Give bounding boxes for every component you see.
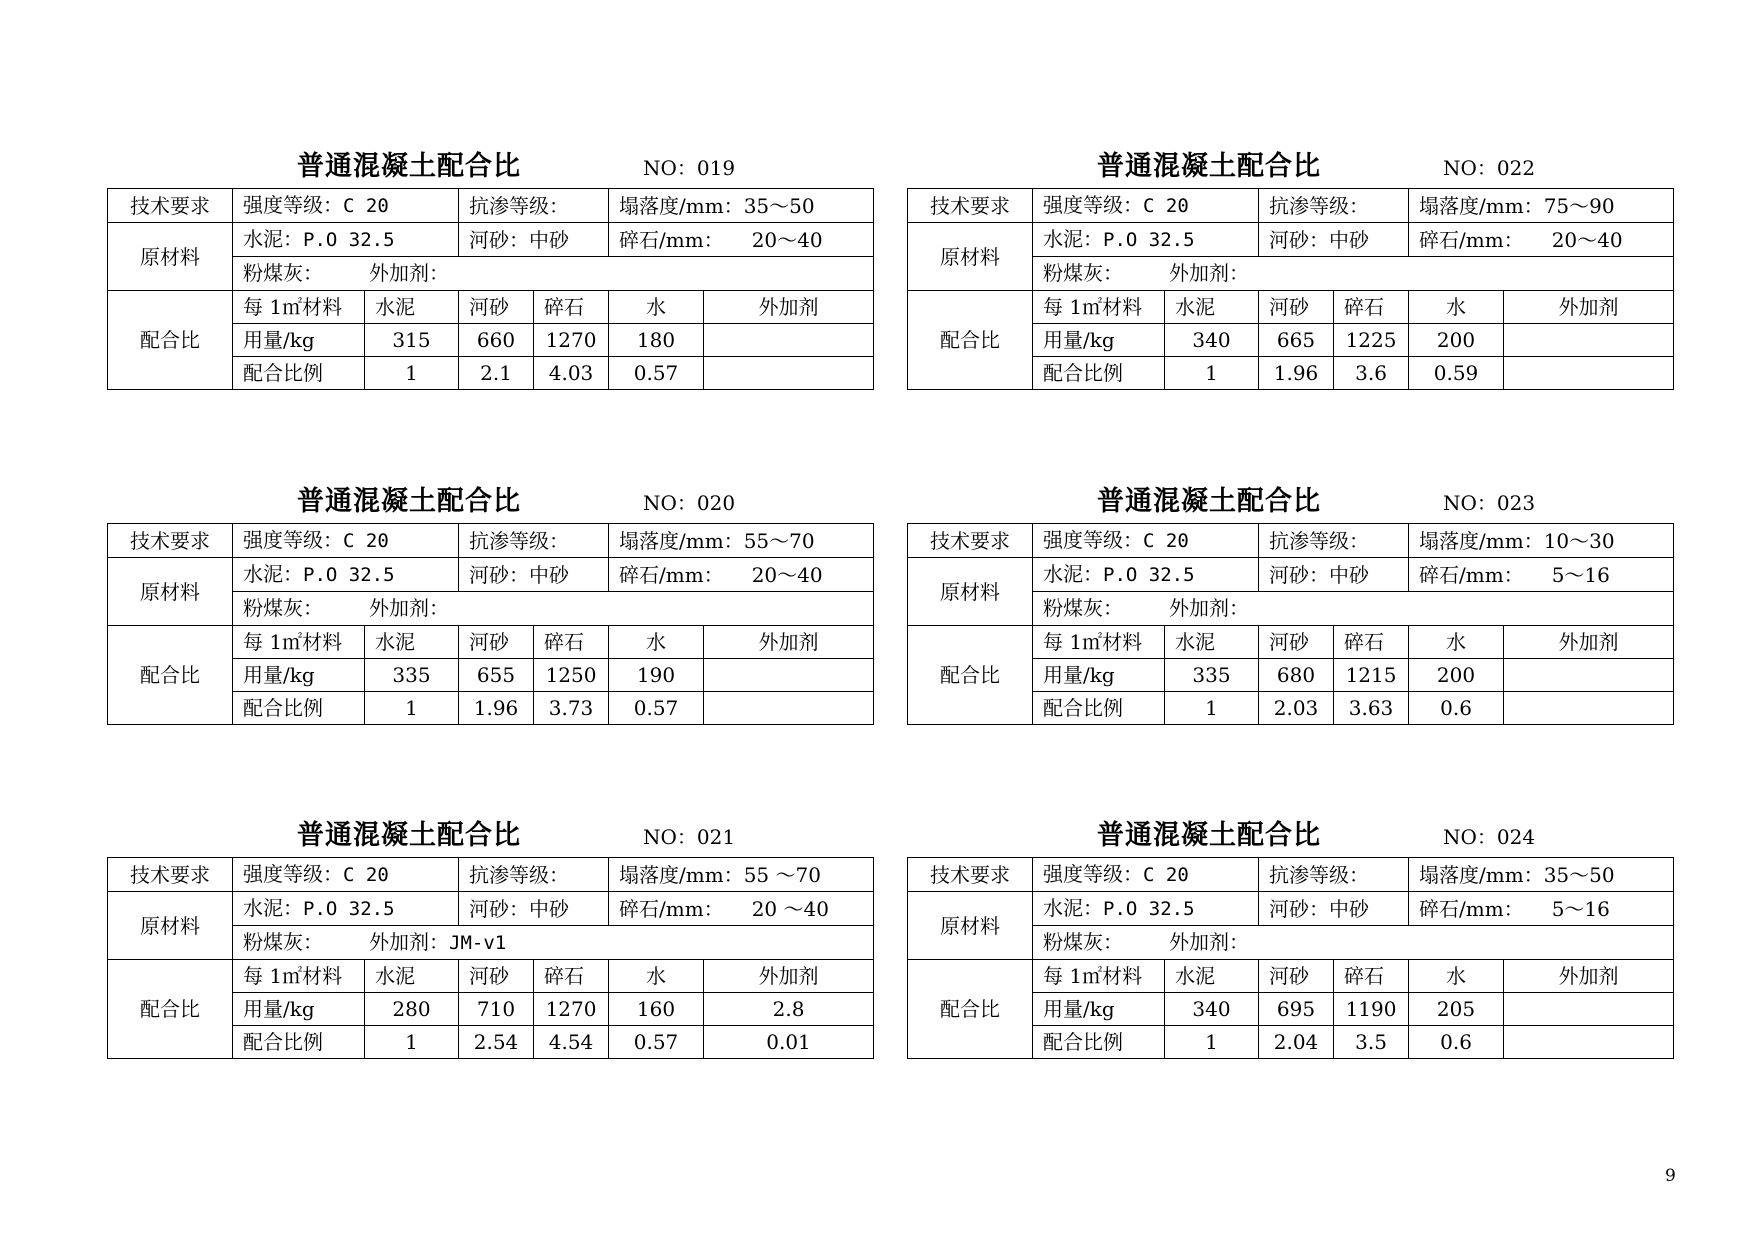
col-header-cement: 水泥 [1165, 291, 1259, 324]
amount-label: 用量/kg [233, 659, 365, 692]
ratio-water: 0.6 [1409, 1026, 1504, 1059]
ratio-label: 配合比例 [233, 357, 365, 390]
col-header-water: 水 [1409, 291, 1504, 324]
gravel-cell [609, 558, 874, 592]
slump-value: 35～50 [743, 193, 815, 218]
card-number: NO：020 [643, 491, 736, 515]
impermeability-label: 抗渗等级： [1269, 862, 1370, 887]
slump-label: 塌落度/mm： [619, 862, 744, 887]
col-header-admixture: 外加剂 [704, 960, 874, 993]
sand-cell [459, 892, 609, 926]
mix-table [907, 523, 1674, 725]
col-header-water: 水 [609, 960, 704, 993]
amount-water: 200 [1409, 324, 1504, 357]
ratio-admixture [704, 357, 874, 390]
card-header [907, 805, 1673, 857]
col-header-cement: 水泥 [1165, 960, 1259, 993]
amount-cement: 335 [1165, 659, 1259, 692]
ratio-cement: 1 [365, 357, 459, 390]
amount-gravel: 1190 [1334, 993, 1409, 1026]
mix-table [107, 857, 874, 1059]
sand-value: 中砂 [529, 562, 570, 587]
slump-cell [1409, 524, 1674, 558]
per-m3-label: 每 1㎡材料 [1033, 960, 1165, 993]
impermeability-cell [459, 189, 609, 223]
per-m3-label: 每 1㎡材料 [233, 291, 365, 324]
ratio-gravel: 3.6 [1334, 357, 1409, 390]
ratio-admixture [1504, 357, 1674, 390]
gravel-label: 碎石/mm： [619, 896, 724, 921]
amount-water: 205 [1409, 993, 1504, 1026]
strength-grade-cell [1033, 858, 1259, 892]
amount-admixture: 2.8 [704, 993, 874, 1026]
table-row [108, 960, 874, 993]
card-number: NO：022 [1443, 156, 1536, 180]
amount-label: 用量/kg [233, 993, 365, 1026]
strength-grade-value: C 20 [1143, 864, 1189, 886]
amount-gravel: 1225 [1334, 324, 1409, 357]
strength-grade-value: C 20 [1143, 530, 1189, 552]
col-header-gravel: 碎石 [534, 626, 609, 659]
ratio-admixture: 0.01 [704, 1026, 874, 1059]
cement-cell [1033, 223, 1259, 257]
gravel-value: 20～40 [1551, 227, 1623, 252]
table-row [108, 558, 874, 592]
strength-grade-value: C 20 [1143, 195, 1189, 217]
impermeability-label: 抗渗等级： [469, 193, 570, 218]
impermeability-cell [1259, 524, 1409, 558]
gravel-cell [1409, 558, 1674, 592]
cement-label: 水泥： [243, 562, 303, 586]
ratio-gravel: 4.54 [534, 1026, 609, 1059]
gravel-cell [1409, 223, 1674, 257]
mix-ratio-label: 配合比 [908, 626, 1033, 725]
mix-card [907, 136, 1673, 390]
page-number: 9 [1665, 1166, 1676, 1186]
col-header-cement: 水泥 [365, 960, 459, 993]
slump-label: 塌落度/mm： [619, 193, 744, 218]
cement-value: P.O 32.5 [1103, 564, 1195, 586]
flyash-admixture-cell [1033, 926, 1674, 960]
table-row [108, 189, 874, 223]
amount-sand: 660 [459, 324, 534, 357]
slump-value: 75～90 [1543, 193, 1615, 218]
ratio-admixture [1504, 692, 1674, 725]
mix-table [907, 188, 1674, 390]
cement-value: P.O 32.5 [303, 564, 395, 586]
ratio-sand: 2.54 [459, 1026, 534, 1059]
table-row [908, 892, 1674, 926]
cement-label: 水泥： [243, 227, 303, 251]
amount-sand: 665 [1259, 324, 1334, 357]
gravel-value: 20～40 [751, 562, 823, 587]
slump-label: 塌落度/mm： [1419, 193, 1544, 218]
slump-label: 塌落度/mm： [619, 528, 744, 553]
cement-cell [1033, 558, 1259, 592]
strength-grade-label: 强度等级： [1043, 862, 1143, 886]
slump-cell [609, 189, 874, 223]
col-header-water: 水 [609, 291, 704, 324]
mix-ratio-label: 配合比 [908, 291, 1033, 390]
sand-cell [459, 558, 609, 592]
sand-cell [1259, 223, 1409, 257]
strength-grade-cell [233, 524, 459, 558]
sand-value: 中砂 [1329, 227, 1370, 252]
ratio-admixture [704, 692, 874, 725]
cement-value: P.O 32.5 [1103, 898, 1195, 920]
ratio-label: 配合比例 [233, 1026, 365, 1059]
impermeability-cell [459, 858, 609, 892]
ratio-label: 配合比例 [1033, 357, 1165, 390]
ratio-label: 配合比例 [233, 692, 365, 725]
per-m3-label: 每 1㎡材料 [1033, 626, 1165, 659]
table-row [108, 892, 874, 926]
strength-grade-value: C 20 [343, 195, 389, 217]
ratio-water: 0.6 [1409, 692, 1504, 725]
mix-card [107, 136, 873, 390]
card-number: NO：019 [643, 156, 736, 180]
table-row [108, 291, 874, 324]
per-m3-label: 每 1㎡材料 [1033, 291, 1165, 324]
gravel-value: 5～16 [1551, 562, 1610, 587]
table-row [908, 858, 1674, 892]
col-header-admixture: 外加剂 [704, 626, 874, 659]
slump-value: 55 ～70 [743, 862, 821, 887]
card-title: 普通混凝土配合比 [1097, 151, 1321, 182]
col-header-cement: 水泥 [365, 626, 459, 659]
col-header-gravel: 碎石 [534, 960, 609, 993]
sand-value: 中砂 [529, 227, 570, 252]
col-header-sand: 河砂 [459, 626, 534, 659]
amount-water: 160 [609, 993, 704, 1026]
amount-water: 200 [1409, 659, 1504, 692]
raw-materials-label: 原材料 [908, 558, 1033, 626]
card-number: NO：024 [1443, 825, 1536, 849]
sand-cell [459, 223, 609, 257]
raw-materials-label: 原材料 [908, 892, 1033, 960]
ratio-sand: 1.96 [1259, 357, 1334, 390]
flyash-admixture-cell [233, 592, 874, 626]
slump-cell [1409, 189, 1674, 223]
slump-label: 塌落度/mm： [1419, 528, 1544, 553]
amount-cement: 315 [365, 324, 459, 357]
raw-materials-label: 原材料 [108, 892, 233, 960]
amount-water: 190 [609, 659, 704, 692]
flyash-label: 粉煤灰： [243, 596, 323, 620]
amount-sand: 695 [1259, 993, 1334, 1026]
strength-grade-label: 强度等级： [1043, 528, 1143, 552]
ratio-gravel: 3.5 [1334, 1026, 1409, 1059]
col-header-water: 水 [1409, 960, 1504, 993]
ratio-gravel: 4.03 [534, 357, 609, 390]
flyash-label: 粉煤灰： [1043, 261, 1123, 285]
col-header-sand: 河砂 [1259, 960, 1334, 993]
table-row [108, 524, 874, 558]
strength-grade-label: 强度等级： [243, 193, 343, 217]
mix-ratio-label: 配合比 [908, 960, 1033, 1059]
amount-admixture [1504, 659, 1674, 692]
table-row [908, 626, 1674, 659]
ratio-cement: 1 [1165, 1026, 1259, 1059]
slump-value: 10～30 [1543, 528, 1615, 553]
flyash-admixture-cell [1033, 592, 1674, 626]
ratio-water: 0.57 [609, 1026, 704, 1059]
cement-cell [233, 558, 459, 592]
card-title: 普通混凝土配合比 [297, 486, 521, 517]
sand-label: 河砂： [1269, 562, 1330, 587]
amount-cement: 340 [1165, 324, 1259, 357]
table-row [908, 558, 1674, 592]
card-header [107, 136, 873, 188]
sand-label: 河砂： [469, 896, 530, 921]
ratio-cement: 1 [1165, 357, 1259, 390]
flyash-admixture-cell [233, 926, 874, 960]
col-header-gravel: 碎石 [1334, 291, 1409, 324]
amount-water: 180 [609, 324, 704, 357]
tech-requirements-label: 技术要求 [108, 524, 233, 558]
impermeability-cell [1259, 189, 1409, 223]
col-header-water: 水 [609, 626, 704, 659]
slump-label: 塌落度/mm： [1419, 862, 1544, 887]
cement-cell [233, 892, 459, 926]
amount-label: 用量/kg [1033, 993, 1165, 1026]
sand-label: 河砂： [469, 562, 530, 587]
gravel-label: 碎石/mm： [619, 227, 724, 252]
card-title: 普通混凝土配合比 [1097, 820, 1321, 851]
ratio-label: 配合比例 [1033, 1026, 1165, 1059]
sand-label: 河砂： [469, 227, 530, 252]
card-title: 普通混凝土配合比 [297, 820, 521, 851]
flyash-admixture-cell [1033, 257, 1674, 291]
impermeability-label: 抗渗等级： [1269, 528, 1370, 553]
ratio-water: 0.57 [609, 357, 704, 390]
flyash-admixture-cell [233, 257, 874, 291]
admixture-label: 外加剂： [1169, 596, 1249, 620]
ratio-gravel: 3.63 [1334, 692, 1409, 725]
cement-label: 水泥： [243, 896, 303, 920]
sand-value: 中砂 [1329, 896, 1370, 921]
table-row [908, 960, 1674, 993]
col-header-cement: 水泥 [365, 291, 459, 324]
cement-cell [1033, 892, 1259, 926]
ratio-label: 配合比例 [1033, 692, 1165, 725]
amount-admixture [1504, 993, 1674, 1026]
cement-label: 水泥： [1043, 562, 1103, 586]
flyash-label: 粉煤灰： [1043, 930, 1123, 954]
admixture-label: 外加剂： [1169, 930, 1249, 954]
col-header-gravel: 碎石 [534, 291, 609, 324]
ratio-sand: 2.1 [459, 357, 534, 390]
mix-card [907, 805, 1673, 1059]
mix-card [107, 805, 873, 1059]
amount-label: 用量/kg [1033, 659, 1165, 692]
per-m3-label: 每 1㎡材料 [233, 626, 365, 659]
mix-card [907, 471, 1673, 725]
card-header [107, 471, 873, 523]
sand-cell [1259, 558, 1409, 592]
slump-value: 55～70 [743, 528, 815, 553]
card-header [907, 136, 1673, 188]
amount-admixture [1504, 324, 1674, 357]
sand-label: 河砂： [1269, 896, 1330, 921]
gravel-label: 碎石/mm： [1419, 896, 1524, 921]
strength-grade-value: C 20 [343, 864, 389, 886]
cement-value: P.O 32.5 [303, 898, 395, 920]
amount-admixture [704, 324, 874, 357]
ratio-sand: 2.04 [1259, 1026, 1334, 1059]
gravel-label: 碎石/mm： [1419, 227, 1524, 252]
tech-requirements-label: 技术要求 [908, 524, 1033, 558]
card-title: 普通混凝土配合比 [297, 151, 521, 182]
per-m3-label: 每 1㎡材料 [233, 960, 365, 993]
ratio-water: 0.59 [1409, 357, 1504, 390]
gravel-cell [609, 223, 874, 257]
gravel-value: 20 ～40 [751, 896, 829, 921]
gravel-value: 20～40 [751, 227, 823, 252]
sand-value: 中砂 [1329, 562, 1370, 587]
ratio-cement: 1 [365, 1026, 459, 1059]
cement-value: P.O 32.5 [1103, 229, 1195, 251]
table-row [108, 626, 874, 659]
col-header-sand: 河砂 [459, 960, 534, 993]
col-header-admixture: 外加剂 [1504, 291, 1674, 324]
impermeability-label: 抗渗等级： [469, 862, 570, 887]
ratio-water: 0.57 [609, 692, 704, 725]
card-title: 普通混凝土配合比 [1097, 486, 1321, 517]
flyash-label: 粉煤灰： [243, 930, 323, 954]
col-header-sand: 河砂 [459, 291, 534, 324]
amount-cement: 280 [365, 993, 459, 1026]
strength-grade-value: C 20 [343, 530, 389, 552]
gravel-label: 碎石/mm： [619, 562, 724, 587]
strength-grade-cell [233, 858, 459, 892]
col-header-sand: 河砂 [1259, 626, 1334, 659]
amount-label: 用量/kg [1033, 324, 1165, 357]
admixture-value: JM-v1 [449, 932, 507, 954]
impermeability-label: 抗渗等级： [469, 528, 570, 553]
amount-gravel: 1250 [534, 659, 609, 692]
amount-sand: 710 [459, 993, 534, 1026]
mix-ratio-label: 配合比 [108, 960, 233, 1059]
mix-ratio-label: 配合比 [108, 626, 233, 725]
table-row [908, 291, 1674, 324]
table-row [108, 223, 874, 257]
amount-cement: 340 [1165, 993, 1259, 1026]
mix-card [107, 471, 873, 725]
slump-cell [609, 858, 874, 892]
slump-value: 35～50 [1543, 862, 1615, 887]
mix-table [107, 188, 874, 390]
amount-gravel: 1270 [534, 993, 609, 1026]
gravel-cell [609, 892, 874, 926]
ratio-admixture [1504, 1026, 1674, 1059]
impermeability-label: 抗渗等级： [1269, 193, 1370, 218]
impermeability-cell [459, 524, 609, 558]
strength-grade-label: 强度等级： [1043, 193, 1143, 217]
ratio-cement: 1 [365, 692, 459, 725]
amount-gravel: 1270 [534, 324, 609, 357]
raw-materials-label: 原材料 [108, 223, 233, 291]
strength-grade-cell [1033, 189, 1259, 223]
cement-value: P.O 32.5 [303, 229, 395, 251]
card-header [907, 471, 1673, 523]
table-row [108, 858, 874, 892]
flyash-label: 粉煤灰： [1043, 596, 1123, 620]
ratio-sand: 1.96 [459, 692, 534, 725]
cement-cell [233, 223, 459, 257]
sand-cell [1259, 892, 1409, 926]
amount-admixture [704, 659, 874, 692]
amount-sand: 680 [1259, 659, 1334, 692]
mix-table [907, 857, 1674, 1059]
impermeability-cell [1259, 858, 1409, 892]
sand-label: 河砂： [1269, 227, 1330, 252]
amount-cement: 335 [365, 659, 459, 692]
raw-materials-label: 原材料 [908, 223, 1033, 291]
ratio-sand: 2.03 [1259, 692, 1334, 725]
slump-cell [1409, 858, 1674, 892]
col-header-cement: 水泥 [1165, 626, 1259, 659]
mix-table [107, 523, 874, 725]
amount-label: 用量/kg [233, 324, 365, 357]
strength-grade-cell [1033, 524, 1259, 558]
ratio-cement: 1 [1165, 692, 1259, 725]
mix-ratio-label: 配合比 [108, 291, 233, 390]
col-header-water: 水 [1409, 626, 1504, 659]
amount-sand: 655 [459, 659, 534, 692]
cement-label: 水泥： [1043, 896, 1103, 920]
tech-requirements-label: 技术要求 [108, 858, 233, 892]
col-header-admixture: 外加剂 [704, 291, 874, 324]
col-header-gravel: 碎石 [1334, 626, 1409, 659]
admixture-label: 外加剂： [369, 596, 449, 620]
strength-grade-label: 强度等级： [243, 528, 343, 552]
tech-requirements-label: 技术要求 [908, 189, 1033, 223]
gravel-value: 5～16 [1551, 896, 1610, 921]
col-header-gravel: 碎石 [1334, 960, 1409, 993]
flyash-label: 粉煤灰： [243, 261, 323, 285]
col-header-admixture: 外加剂 [1504, 626, 1674, 659]
table-row [908, 223, 1674, 257]
col-header-sand: 河砂 [1259, 291, 1334, 324]
admixture-label: 外加剂： [369, 930, 449, 954]
card-number: NO：021 [643, 825, 736, 849]
table-row [908, 189, 1674, 223]
amount-gravel: 1215 [1334, 659, 1409, 692]
strength-grade-label: 强度等级： [243, 862, 343, 886]
admixture-label: 外加剂： [369, 261, 449, 285]
col-header-admixture: 外加剂 [1504, 960, 1674, 993]
ratio-gravel: 3.73 [534, 692, 609, 725]
cement-label: 水泥： [1043, 227, 1103, 251]
tech-requirements-label: 技术要求 [908, 858, 1033, 892]
gravel-label: 碎石/mm： [1419, 562, 1524, 587]
gravel-cell [1409, 892, 1674, 926]
table-row [908, 524, 1674, 558]
tech-requirements-label: 技术要求 [108, 189, 233, 223]
slump-cell [609, 524, 874, 558]
raw-materials-label: 原材料 [108, 558, 233, 626]
sand-value: 中砂 [529, 896, 570, 921]
card-number: NO：023 [1443, 491, 1536, 515]
strength-grade-cell [233, 189, 459, 223]
admixture-label: 外加剂： [1169, 261, 1249, 285]
card-header [107, 805, 873, 857]
